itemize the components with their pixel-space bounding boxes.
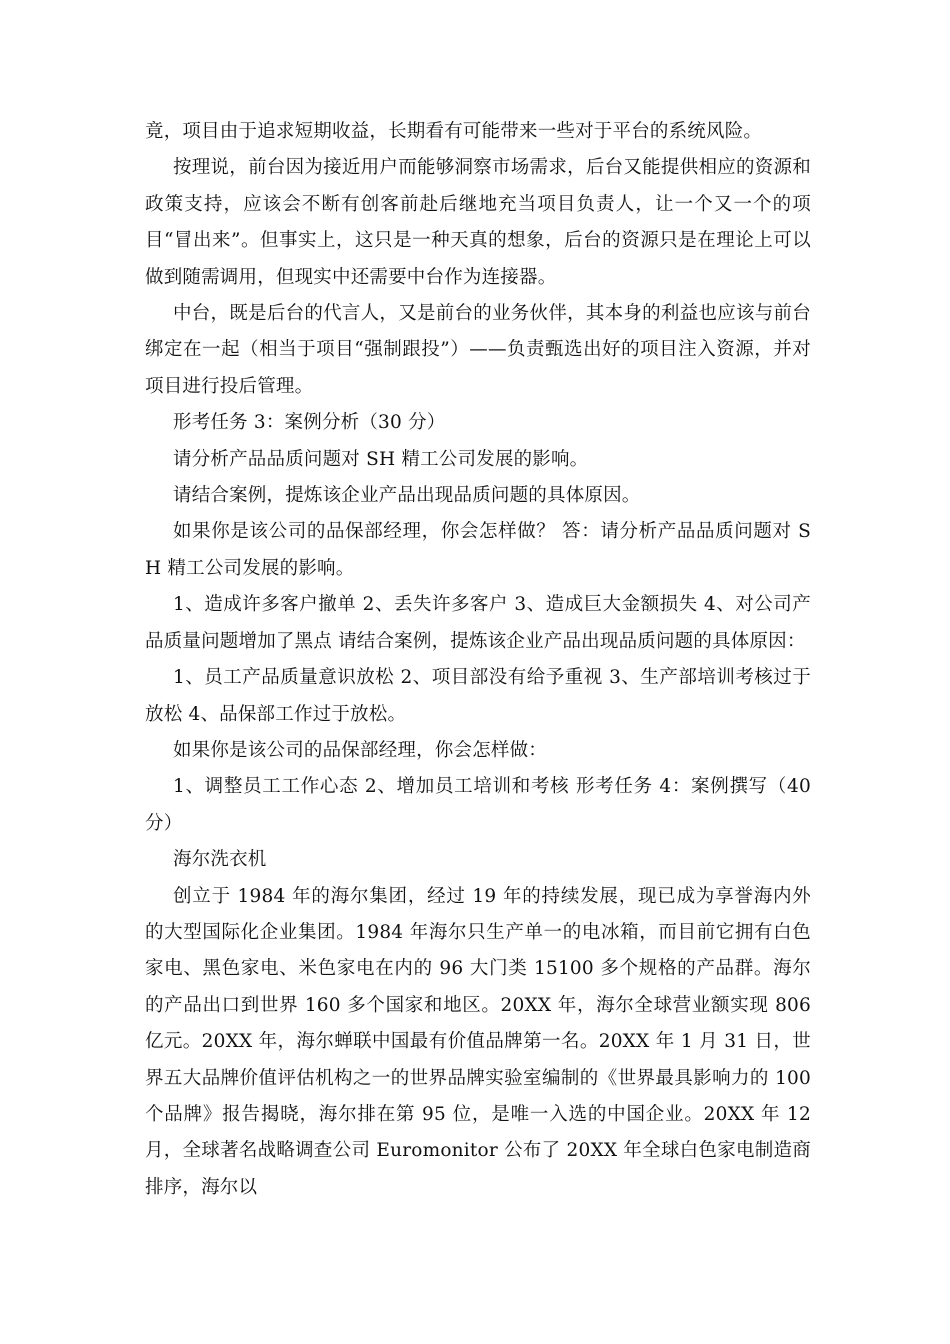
paragraph-2: 按理说，前台因为接近用户而能够洞察市场需求，后台又能提供相应的资源和政策支持，应该会不断有创客前赴后继地充当项目负责人，让一个又一个的项目“冒出来”。但事实上，这只是一种天真的想象，后台的资源只是在理论上可以做到随需调用，但现实中还需要中台作为连接器。 [145, 157, 811, 288]
question-3-and-answer-start: 如果你是该公司的品保部经理，你会怎样做？ 答：请分析产品品质问题对 SH 精工公司发展的影响。 [145, 521, 811, 579]
paragraph-1: 竟，项目由于追求短期收益，长期看有可能带来一些对于平台的系统风险。 [145, 121, 763, 142]
question-1: 请分析产品品质问题对 SH 精工公司发展的影响。 [173, 448, 589, 470]
answer-1: 1、造成许多客户撤单 2、丢失许多客户 3、造成巨大金额损失 4、对公司产品质量问题增加了黑点 请结合案例，提炼该企业产品出现品质问题的具体原因： [145, 594, 811, 652]
section-heading-task-3: 形考任务 3：案例分析（30 分） [173, 412, 446, 434]
answer-2: 1、员工产品质量意识放松 2、项目部没有给予重视 3、生产部培训考核过于放松 4、品保部工作过于放松。 [145, 667, 811, 725]
question-3-repeat: 如果你是该公司的品保部经理，你会怎样做： [173, 739, 548, 761]
answer-3: 1、调整员工工作心态 2、增加员工培训和考核 形考任务 4：案例撰写（40 分） [145, 776, 811, 834]
case-body: 创立于 1984 年的海尔集团，经过 19 年的持续发展，现已成为享誉海内外的大型国际化企业集团。1984 年海尔只生产单一的电冰箱，而目前它拥有白色家电、黑色家电、米色家电在内的 96 大门类 15100 多个规格的产品群。海尔的产品出口到世界 160 多个国家和地区。20XX 年，海尔全球营业额实现 806 亿元。20XX 年，海尔蝉联中国最有价值品牌第一名。20XX 年 1 月 31 日，世界五大品牌价值评估机构之一的世界品牌实验室编制的《世界最具影响力的 100 个品牌》报告揭晓，海尔排在第 95 位，是唯一入选的中国企业。20XX 年 12 月，全球著名战略调查公司 Euromonitor 公布了 20XX 年全球白色家电制造商排序，海尔以 [145, 885, 811, 1198]
document-page [145, 114, 811, 1206]
case-title: 海尔洗衣机 [173, 849, 267, 871]
paragraph-3: 中台，既是后台的代言人，又是前台的业务伙伴，其本身的利益也应该与前台绑定在一起（相当于项目“强制跟投”）——负责甄选出好的项目注入资源，并对项目进行投后管理。 [145, 303, 811, 397]
question-2: 请结合案例，提炼该企业产品出现品质问题的具体原因。 [173, 485, 641, 507]
